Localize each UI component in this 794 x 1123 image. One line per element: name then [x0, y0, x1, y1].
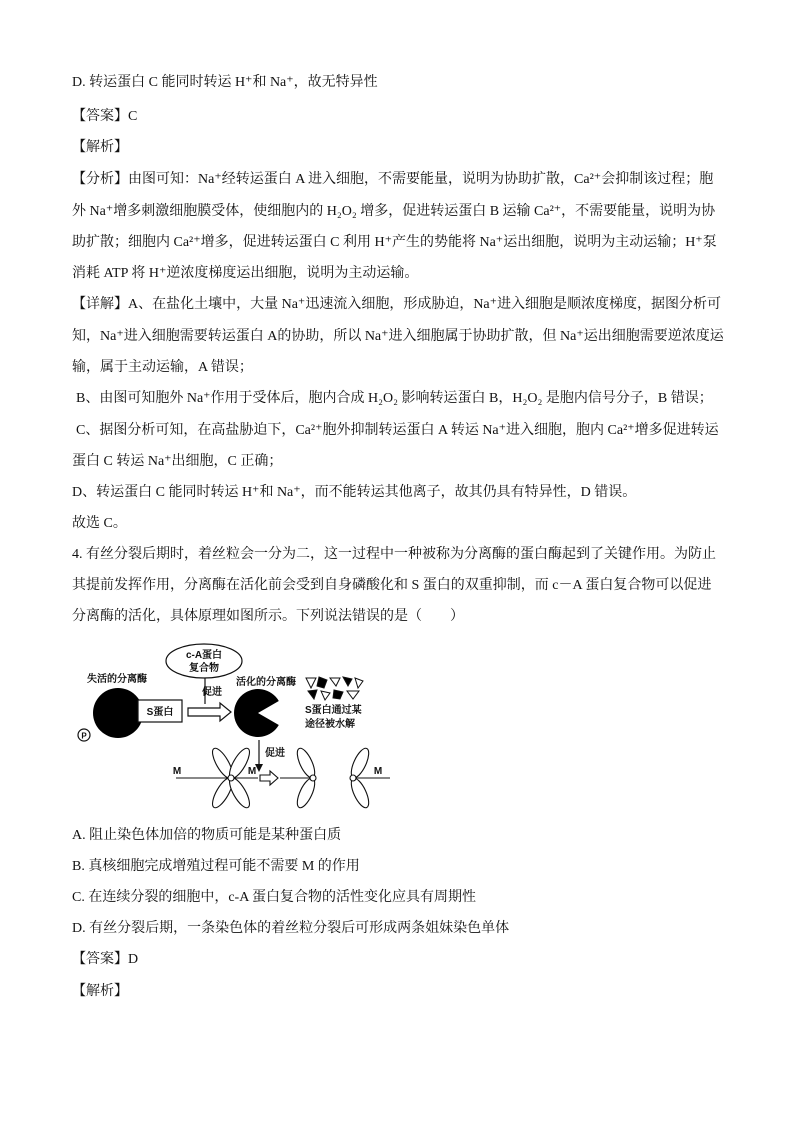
prev-option-d: D. 转运蛋白 C 能同时转运 H⁺和 Na⁺，故无特异性: [72, 75, 378, 90]
answer: 【答案】D: [72, 952, 139, 967]
prev-conclusion: 故选 C。: [72, 516, 127, 531]
phosphate-label: P: [81, 731, 87, 741]
spindle-label: M: [373, 766, 383, 777]
analysis-line: 【分析】由图可知：Na⁺经转运蛋白 A 进入细胞，不需要能量，说明为协助扩散，Ca²⁺会抑制该过程；胞: [72, 172, 714, 187]
separation-arrow: [260, 771, 278, 785]
prev-explanation-heading: 【解析】: [72, 140, 128, 155]
question-stem-line: 其提前发挥作用，分离酶在活化前会受到自身磷酸化和 S 蛋白的双重抑制，而 c－A 蛋白复合物可以促进: [72, 578, 712, 593]
hydrolysis-label: S蛋白通过某: [305, 705, 362, 716]
s-protein-fragment: [306, 678, 316, 688]
analysis-line: 助扩散；细胞内 Ca²⁺增多，促进转运蛋白 C 利用 H⁺产生的势能将 Na⁺运出细胞，说明为主动运输；H⁺泵: [72, 235, 717, 250]
detail-line: 知，Na⁺进入细胞需要转运蛋白 A的协助，所以 Na⁺进入细胞属于协助扩散，但 Na⁺运出细胞需要逆浓度运: [72, 329, 724, 344]
s-protein-label: S蛋白: [146, 707, 174, 718]
question-stem-line: 分离酶的活化，具体原理如图所示。下列说法错误的是（ ）: [72, 609, 464, 624]
detail-line: C、据图分析可知，在高盐胁迫下，Ca²⁺胞外抑制转运蛋白 A 转运 Na⁺进入细胞，胞内 Ca²⁺增多促进转运: [76, 423, 719, 438]
active-separase-label: 活化的分离酶: [236, 677, 296, 688]
option-b: B. 真核细胞完成增殖过程可能不需要 M 的作用: [72, 859, 360, 874]
detail-line: 【详解】A、在盐化土壤中，大量 Na⁺迅速流入细胞，形成胁迫，Na⁺进入细胞是顺浓度梯度，据图分析可: [72, 297, 722, 312]
hydrolysis-label: 途径被水解: [305, 719, 355, 730]
centromere: [228, 775, 234, 781]
s-protein-fragments: [306, 677, 363, 700]
s-protein-fragment: [347, 691, 359, 699]
promote-label: 促进: [202, 687, 222, 698]
explanation-heading: 【解析】: [72, 984, 128, 999]
centromere: [350, 775, 356, 781]
spindle-label: M: [172, 766, 182, 777]
detail-line: 输，属于主动运输，A 错误；: [72, 360, 253, 375]
question-stem-line: 4. 有丝分裂后期时，着丝粒会一分为二，这一过程中一种被称为分离酶的蛋白酶起到了关键作用。为防止: [72, 547, 716, 562]
s-protein-fragment: [317, 677, 327, 688]
option-a: A. 阻止染色体加倍的物质可能是某种蛋白质: [72, 828, 342, 843]
option-c: C. 在连续分裂的细胞中，c-A 蛋白复合物的活性变化应具有周期性: [72, 890, 477, 905]
s-protein-fragment: [321, 691, 330, 700]
detail-line: 蛋白 C 转运 Na⁺出细胞，C 正确；: [72, 454, 283, 469]
promote-label: 促进: [265, 748, 285, 759]
s-protein-fragment: [343, 677, 352, 686]
option-d: D. 有丝分裂后期，一条染色体的着丝粒分裂后可形成两条姐妹染色单体: [72, 921, 510, 936]
inactive-separase-label: 失活的分离酶: [87, 674, 147, 685]
active-separase: [234, 689, 279, 737]
centromere: [310, 775, 316, 781]
analysis-line: 外 Na⁺增多刺激细胞膜受体，使细胞内的 H₂O₂ 增多，促进转运蛋白 B 运输 Ca²⁺，不需要能量，说明为协: [72, 204, 716, 219]
inactive-separase: [93, 688, 143, 738]
detail-line: B、由图可知胞外 Na⁺作用于受体后，胞内合成 H₂O₂ 影响转运蛋白 B，H₂O₂ 是胞内信号分子，B 错误；: [76, 391, 713, 406]
spindle-label: M: [247, 766, 257, 777]
prev-answer: 【答案】C: [72, 109, 138, 124]
detail-line: D、转运蛋白 C 能同时转运 H⁺和 Na⁺，而不能转运其他离子，故其仍具有特异性，D 错误。: [72, 485, 637, 500]
analysis-line: 消耗 ATP 将 H⁺逆浓度梯度运出细胞，说明为主动运输。: [72, 266, 419, 281]
promote-down-arrowhead: [255, 764, 263, 772]
activation-arrow: [188, 703, 231, 721]
separase-activation-diagram: [70, 636, 400, 816]
s-protein-fragment: [333, 690, 343, 699]
s-protein-fragment: [330, 678, 340, 686]
ca-complex-label: c-A蛋白: [185, 650, 223, 661]
s-protein-fragment: [355, 678, 363, 688]
s-protein-fragment: [308, 690, 317, 699]
ca-complex-label: 复合物: [189, 663, 219, 674]
